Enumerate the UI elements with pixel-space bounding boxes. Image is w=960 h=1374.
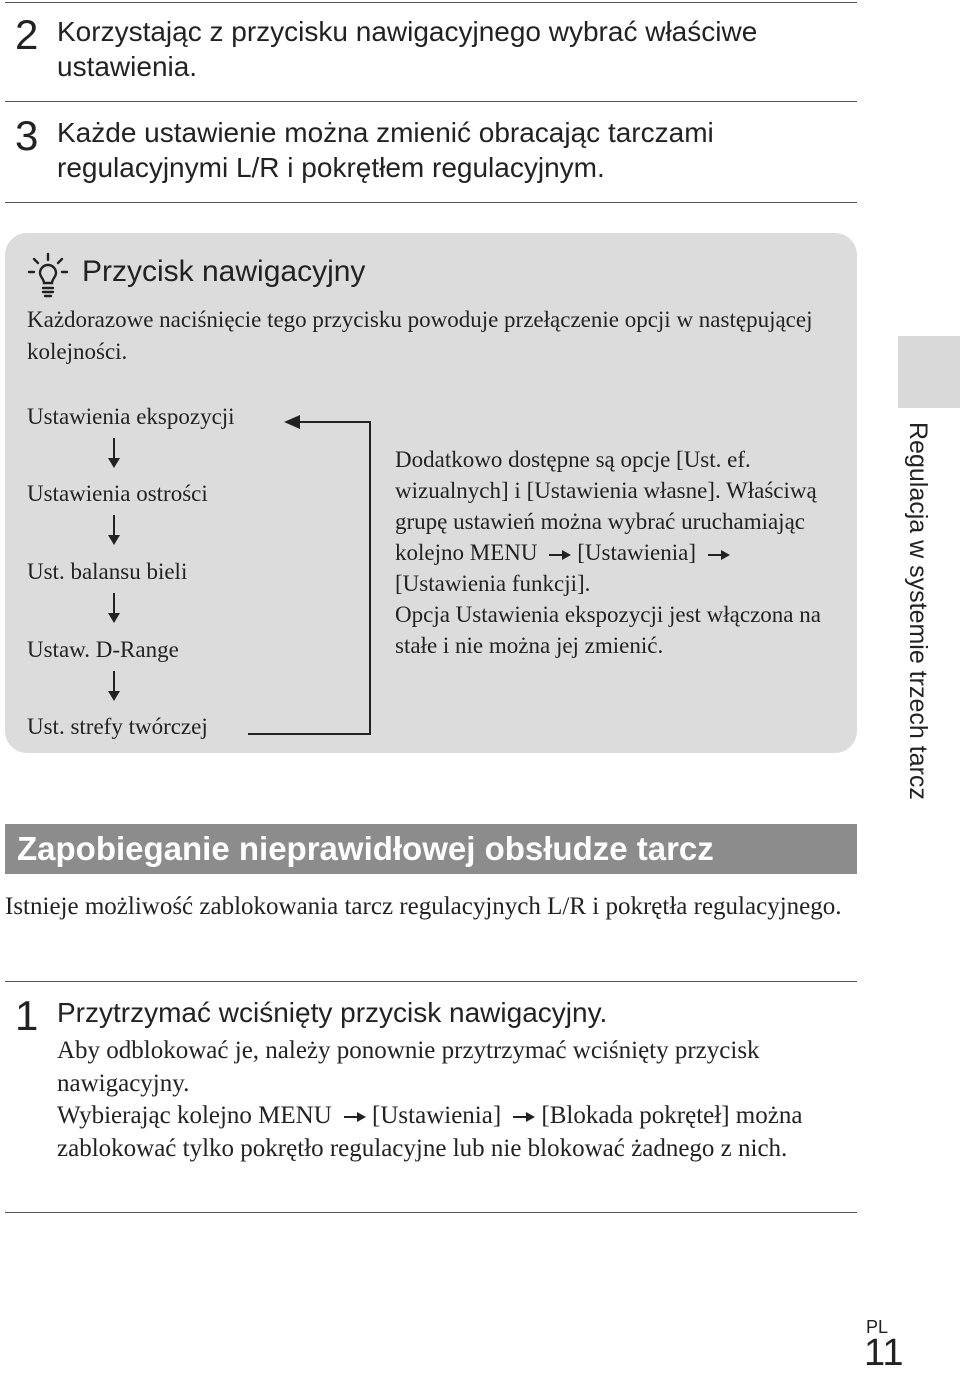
sequence-item-creative-zone: Ust. strefy twórczej	[27, 714, 208, 739]
menu-path-target: [Blokada pokręteł]	[541, 1102, 730, 1129]
chapter-label: Regulacja w systemie trzech tarcz	[904, 422, 932, 800]
step-text: Korzystając z przycisku nawigacyjnego wybrać właściwe ustawienia.	[57, 16, 758, 82]
arrow-right-icon	[707, 549, 731, 561]
note-menu-item: [Ustawienia]	[577, 540, 697, 565]
bottom-rule	[5, 1212, 857, 1213]
section-header	[5, 824, 857, 874]
menu-path-start: Wybierając kolejno MENU	[57, 1102, 332, 1129]
hint-title: Przycisk nawigacyjny	[82, 255, 366, 288]
sequence-item-exposure: Ustawienia ekspozycji	[27, 404, 235, 429]
step-divider	[5, 202, 857, 203]
sequence-item-white-balance: Ust. balansu bieli	[27, 559, 188, 584]
step-title: Przytrzymać wciśnięty przycisk nawigacyjny.	[57, 997, 608, 1028]
step-3	[5, 112, 855, 195]
note-menu-target: [Ustawienia funkcji].	[395, 571, 591, 596]
step-text: Każde ustawienie można zmienić obracając tarczami regulacyjnymi L/R i pokrętłem regulacyjnym.	[57, 117, 714, 183]
step-2	[5, 11, 855, 94]
arrow-down-icon	[104, 591, 124, 625]
page-language: PL	[866, 1317, 889, 1337]
sequence-item-focus: Ustawienia ostrości	[27, 481, 208, 506]
note-text: Dodatkowo dostępne są opcje [Ust. ef. wizualnych] i [Ustawienia własne]. Właściwą grupę ustawień można wybrać uruchamiając kolejno MENU	[395, 447, 817, 565]
section-intro: Istnieje możliwość zablokowania tarcz regulacyjnych L/R i pokrętła regulacyjnego.	[5, 893, 842, 920]
step-divider	[5, 981, 857, 982]
hint-note	[395, 444, 835, 661]
note-text-2: Opcja Ustawienia ekspozycji jest włączona na stałe i nie można jej zmienić.	[395, 602, 821, 658]
loop-back-arrow	[240, 410, 380, 740]
section-title: Zapobieganie nieprawidłowej obsłudze tarcz	[17, 830, 714, 867]
hint-description: Każdorazowe naciśnięcie tego przycisku powoduje przełączenie opcji w następującej kolejności.	[27, 307, 813, 364]
lightbulb-hint-icon	[26, 252, 70, 298]
step-1	[5, 992, 855, 1039]
chapter-tab	[898, 336, 960, 408]
sequence-item-d-range: Ustaw. D-Range	[27, 637, 179, 662]
arrow-right-icon	[343, 1111, 367, 1123]
menu-path-item: [Ustawienia]	[372, 1102, 502, 1129]
top-rule	[5, 2, 857, 3]
arrow-down-icon	[104, 669, 124, 703]
step-divider	[5, 101, 857, 102]
arrow-down-icon	[104, 513, 124, 547]
step-number: 3	[15, 112, 39, 159]
arrow-right-icon	[512, 1111, 536, 1123]
step-number: 1	[15, 992, 39, 1039]
menu-path-end: można zablokować tylko pokrętło regulacyjne lub nie blokować żadnego z nich.	[57, 1102, 803, 1162]
step-1-unlock-text: Aby odblokować je, należy ponownie przytrzymać wciśnięty przycisk nawigacyjny.	[57, 1037, 760, 1097]
step-number: 2	[15, 11, 39, 58]
step-1-menu-text	[57, 1099, 857, 1165]
arrow-right-icon	[548, 549, 572, 561]
page-number: 11	[864, 1332, 904, 1374]
arrow-down-icon	[104, 436, 124, 470]
